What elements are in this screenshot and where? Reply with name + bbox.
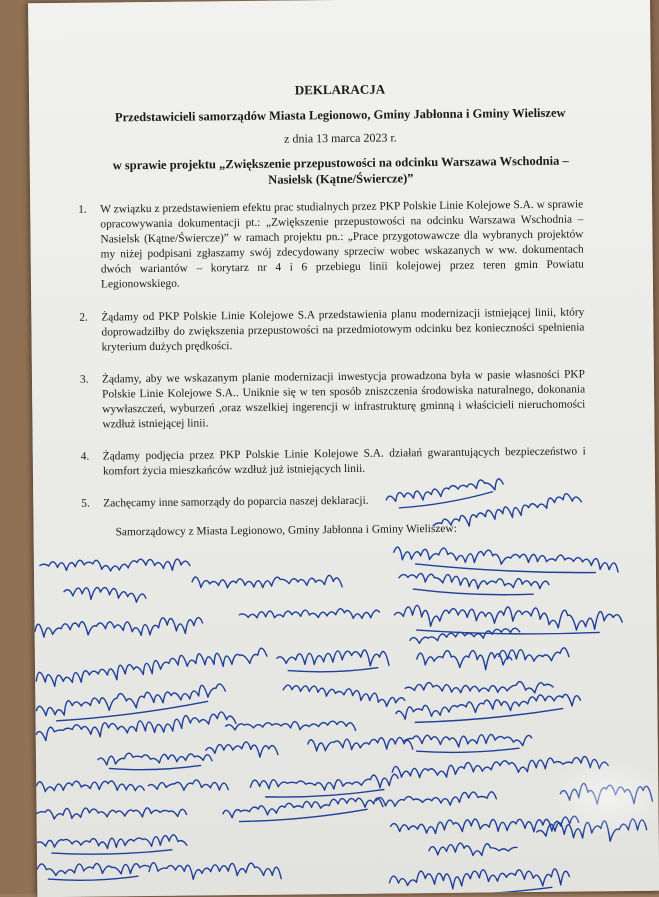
document-title: DEKLARACJA (294, 81, 386, 98)
item-number: 3. (79, 373, 89, 386)
item-number: 1. (78, 203, 87, 216)
item-number: 5. (81, 498, 90, 511)
item-text: Żądamy podjęcia przez PKP Polskie Linie Kolejowe S.A. działań gwarantujących bezpieczeństwo i komfort życia mieszkańców wzdłuż już istniejących linii. (102, 445, 586, 478)
signature-scribble (429, 842, 517, 856)
signature-scribble (394, 604, 623, 636)
signature-scribble (376, 792, 496, 807)
declaration-sheet (28, 0, 659, 897)
signature-scribble (283, 683, 406, 708)
signature-scribble (405, 681, 553, 694)
signature-scribble (432, 491, 582, 532)
signature-scribble (36, 807, 186, 819)
document-subtitle: Przedstawicieli samorządów Miasta Legionowo, Gminy Jabłonna i Gminy Wieliszew (114, 105, 566, 125)
signature-scribble (417, 649, 512, 670)
signature-scribble (395, 692, 581, 726)
signature-scribble (308, 737, 413, 751)
signature-scribble (36, 781, 144, 792)
signature-scribble (206, 742, 278, 758)
signature-scribble (404, 734, 532, 753)
signature-scribble (277, 650, 389, 673)
signature-scribble (385, 477, 504, 511)
item-text: W związku z przedstawieniem efektu prac studialnych przez PKP Polskie Linie Kolejowe S.A. w sprawie opracowywania dokumentacji pt.: „Zwiększenie przepustowości na odcinku Warszawa Wschodnia – Nasielsk (Kątne/Świercze)” w ramach projektu pn.: „Prace przygotowawcze dla wybranych projektów my niżej podpisani zgłaszamy swój zdecydowany sprzeciw wobec wskazanych w ww. dokumentach dwóch wariantów – korytarz nr 4 i 6 przebiegu linii kolejowej przez teren gmin Powiatu Legionowskiego. (100, 198, 584, 291)
signature-scribble (36, 711, 237, 743)
item-number: 4. (80, 450, 90, 463)
signature-scribble (222, 795, 383, 824)
signature-scribble (64, 585, 147, 603)
item-text: Zachęcamy inne samorządy do poparcia naszej deklaracji. (103, 495, 369, 510)
signature-scribble (149, 861, 281, 880)
signature-scribble (34, 616, 203, 640)
light-glare (548, 757, 659, 838)
signature-scribble (226, 721, 356, 732)
signature-scribble (250, 774, 399, 800)
signature-scribble (35, 646, 267, 689)
signature-scribble (98, 752, 212, 770)
item-number: 2. (79, 311, 88, 324)
subject-line-1: w sprawie projektu „Zwiększenie przepustowości na odcinku Warszawa Wschodnia – (112, 153, 569, 173)
signature-scribble (393, 544, 619, 577)
signature-scribble (40, 559, 190, 572)
item-text: Żądamy od PKP Polskie Linie Kolejowe S.A przedstawienia planu modernizacji istniejącej linii, który doprowadziłby do zwiększenia przepustowości na przedmiotowym odcinku bez konieczności spełnienia kryterium dużych prędkości. (101, 306, 585, 354)
signature-scribble (148, 780, 228, 791)
signature-scribble (192, 575, 342, 588)
subject-line-2: Nasielsk (Kątne/Świercze)” (268, 171, 414, 187)
signature-scribble (37, 863, 149, 881)
document-date: z dnia 13 marca 2023 r. (284, 130, 397, 146)
signature-scribble (37, 835, 187, 855)
signature-scribble (499, 648, 569, 662)
signature-scribble (398, 572, 549, 599)
signature-scribble (36, 681, 227, 724)
signatories-label: Samorządowcy z Miasta Legionowo, Gminy Jabłonna i Gminy Wieliszew: (115, 522, 457, 539)
item-text: Żądamy, aby we wskazanym planie modernizacji inwestycja prowadzona była w pasie własności PKP Polskie Linie Kolejowe S.A.. Uniknie się w ten sposób zniszczenia środowiska naturalnego, dokonania wywłaszczeń, wyburzeń ,oraz wszelkiej ingerencji w infrastrukturę gminną i właścicieli nieruchomości wzdłuż istniejącej linii. (101, 368, 586, 431)
signature-scribble (239, 608, 379, 619)
